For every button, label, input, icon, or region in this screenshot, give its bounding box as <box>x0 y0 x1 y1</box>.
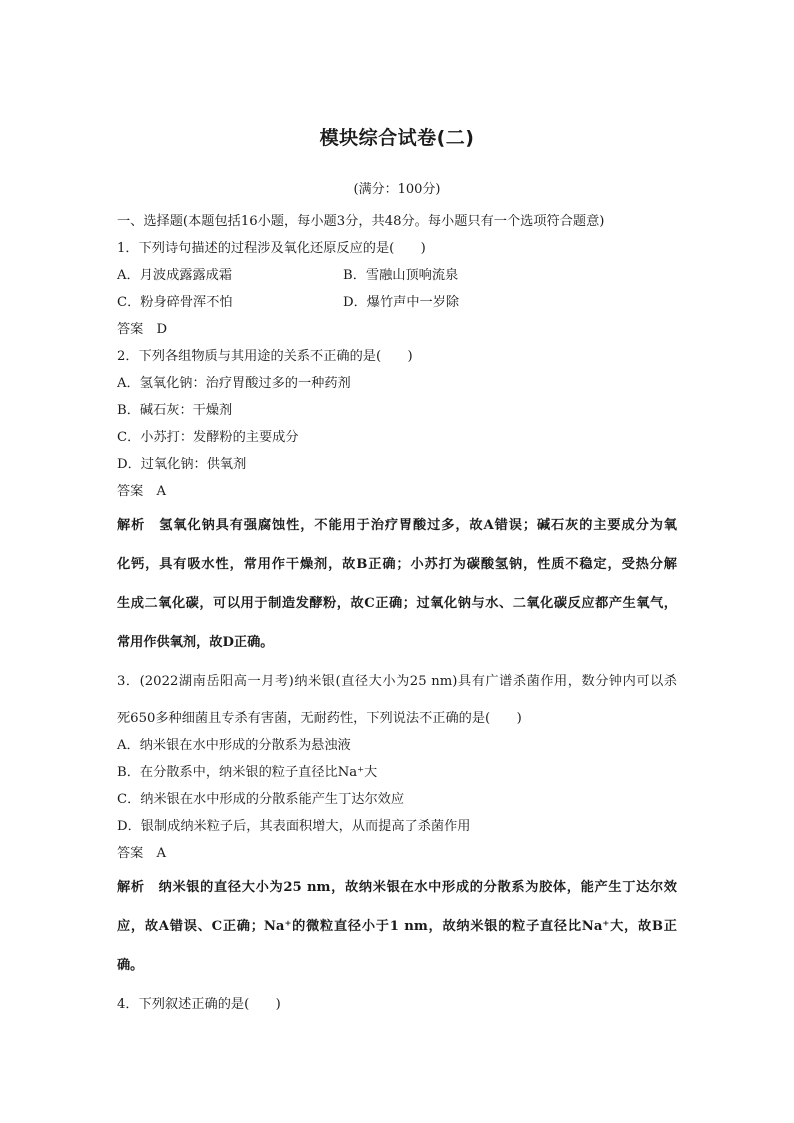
q1-option-c: C．粉身碎骨浑不怕 <box>117 295 233 310</box>
q2-explanation-line: 生成二氧化碳，可以用于制造发酵粉，故C正确；过氧化钠与水、二氧化碳反应都产生氧气， <box>117 596 677 611</box>
section-header: 一、选择题(本题包括16小题，每小题3分，共48分。每小题只有一个选项符合题意) <box>117 214 605 229</box>
q2-option-c: C．小苏打：发酵粉的主要成分 <box>117 430 299 445</box>
q4-stem: 4．下列叙述正确的是( ) <box>117 997 281 1012</box>
q1-answer: 答案 D <box>117 322 168 337</box>
q3-stem-line: 死650多种细菌且专杀有害菌，无耐药性，下列说法不正确的是( ) <box>117 711 522 726</box>
q2-stem: 2．下列各组物质与其用途的关系不正确的是( ) <box>117 349 413 364</box>
q2-explanation-line: 化钙，具有吸水性，常用作干燥剂，故B正确；小苏打为碳酸氢钠，性质不稳定，受热分解 <box>117 557 677 572</box>
q3-option-b: B．在分散系中，纳米银的粒子直径比Na⁺大 <box>117 765 378 780</box>
q3-option-a: A．纳米银在水中形成的分散系为悬浊液 <box>117 738 351 753</box>
q3-option-d: D．银制成纳米粒子后，其表面积增大，从而提高了杀菌作用 <box>117 819 471 834</box>
page-title: 模块综合试卷(二) <box>319 127 475 149</box>
q3-explanation-line: 解析 纳米银的直径大小为25 nm，故纳米银在水中形成的分散系为胶体，能产生丁达尔效 <box>117 880 677 895</box>
q2-explanation-line: 常用作供氧剂，故D正确。 <box>117 635 274 650</box>
q3-stem-line: 3．(2022湖南岳阳高一月考)纳米银(直径大小为25 nm)具有广谱杀菌作用，数分钟内可以杀 <box>117 674 677 689</box>
q1-option-d: D．爆竹声中一岁除 <box>343 295 460 310</box>
q2-option-a: A．氢氧化钠：治疗胃酸过多的一种药剂 <box>117 376 351 391</box>
full-score-note: (满分：100分) <box>353 182 441 197</box>
q3-explanation-line: 确。 <box>117 958 144 973</box>
q3-option-c: C．纳米银在水中形成的分散系能产生丁达尔效应 <box>117 792 405 807</box>
q2-answer: 答案 A <box>117 484 167 499</box>
q2-option-b: B．碱石灰：干燥剂 <box>117 403 233 418</box>
q3-answer: 答案 A <box>117 846 167 861</box>
q1-option-a: A．月波成露露成霜 <box>117 268 233 283</box>
q2-explanation-line: 解析 氢氧化钠具有强腐蚀性，不能用于治疗胃酸过多，故A错误；碱石灰的主要成分为氧 <box>117 518 677 533</box>
q1-stem: 1．下列诗句描述的过程涉及氧化还原反应的是( ) <box>117 241 426 256</box>
q3-explanation-line: 应，故A错误、C正确；Na⁺的微粒直径小于1 nm，故纳米银的粒子直径比Na⁺大，故B正 <box>117 919 677 934</box>
q2-option-d: D．过氧化钠：供氧剂 <box>117 457 247 472</box>
q1-option-b: B．雪融山顶响流泉 <box>343 268 459 283</box>
